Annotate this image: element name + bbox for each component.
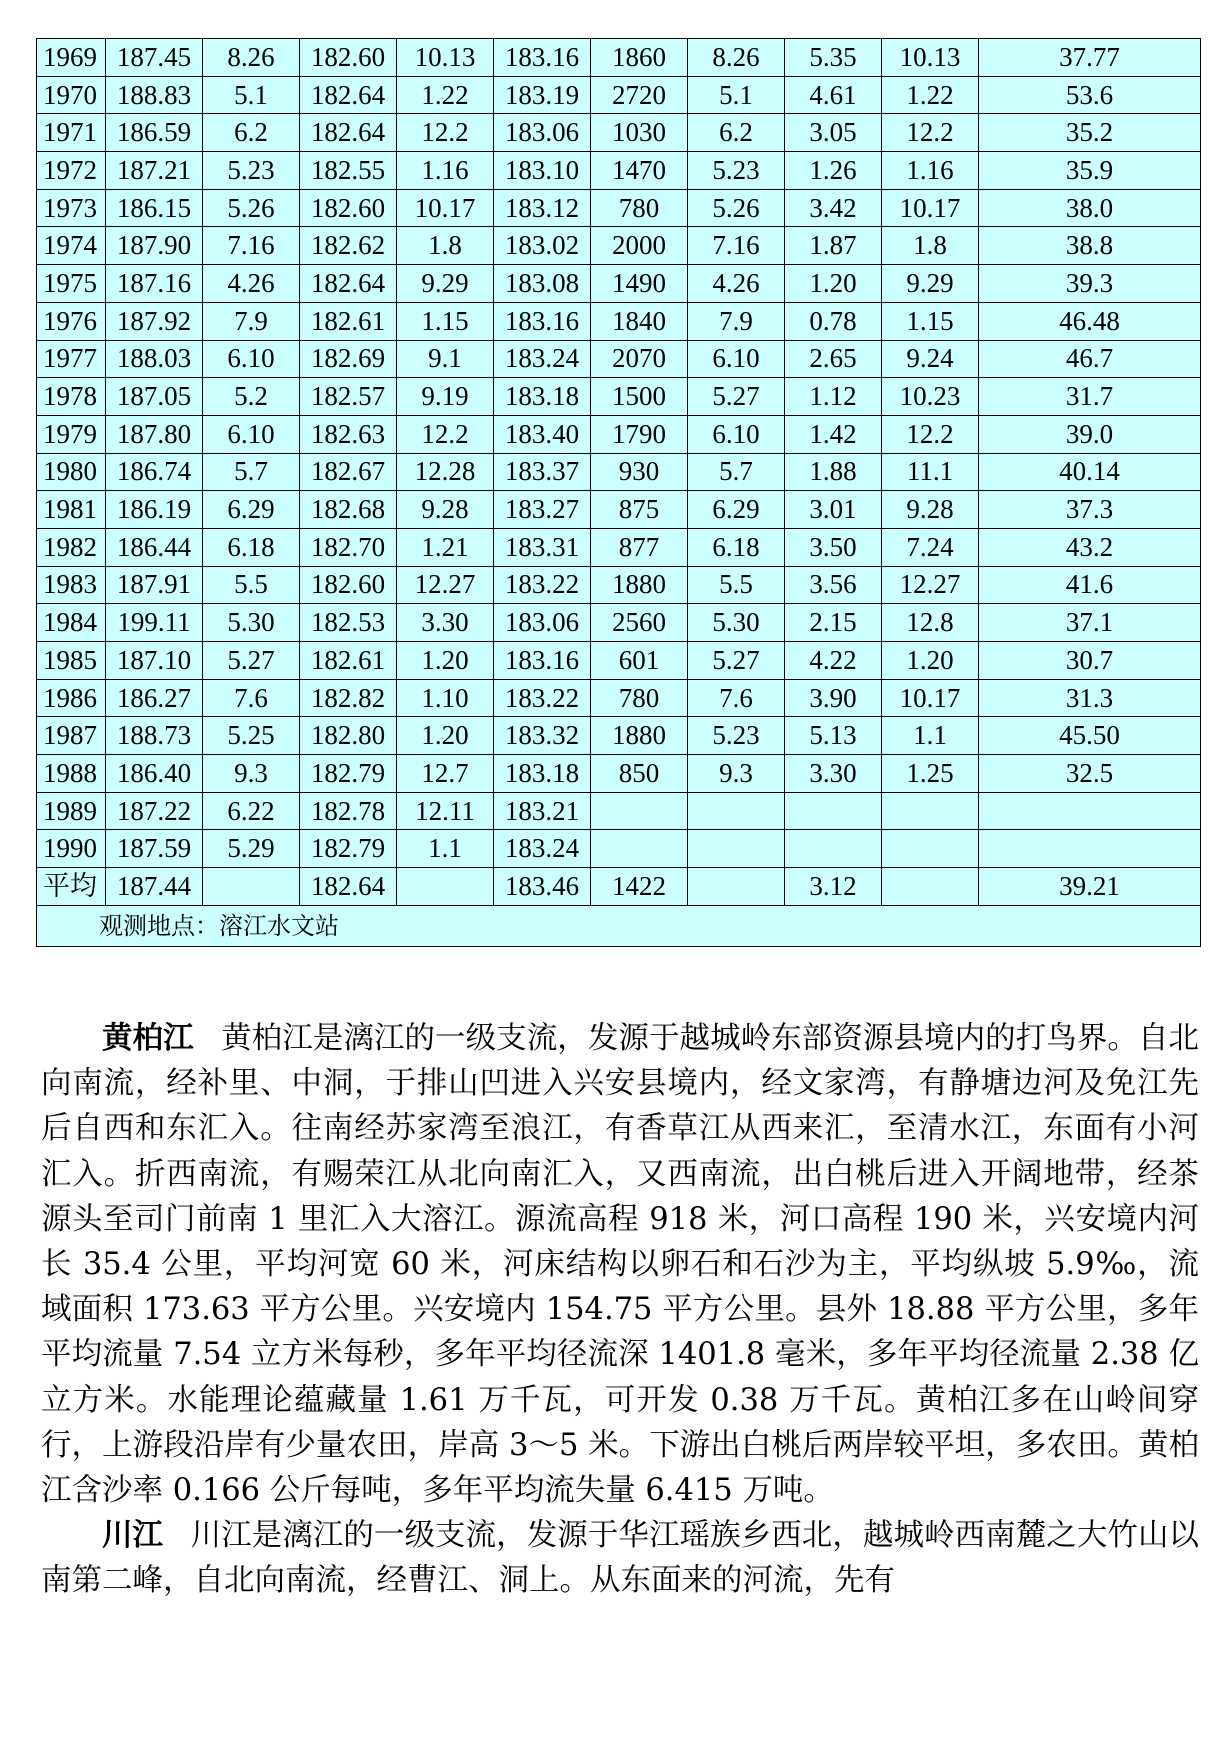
table-cell: 9.3: [688, 755, 785, 793]
table-cell: 187.45: [106, 39, 203, 77]
table-cell: 10.13: [397, 39, 494, 77]
table-cell: 186.27: [106, 679, 203, 717]
table-cell: 5.27: [688, 642, 785, 680]
table-cell: 4.26: [203, 265, 300, 303]
table-cell: 7.16: [203, 227, 300, 265]
table-cell: 1.20: [397, 717, 494, 755]
table-cell: 182.55: [300, 152, 397, 190]
table-cell: 187.44: [106, 868, 203, 906]
table-cell: 46.7: [979, 340, 1201, 378]
table-cell: 1.1: [882, 717, 979, 755]
table-cell: 5.26: [203, 189, 300, 227]
table-cell: 10.17: [882, 679, 979, 717]
table-cell: 39.3: [979, 265, 1201, 303]
table-cell: 9.1: [397, 340, 494, 378]
table-cell: 1.42: [785, 415, 882, 453]
table-cell: 4.26: [688, 265, 785, 303]
paragraph-chuanjiang: [41, 1513, 1199, 1603]
table-cell: 7.6: [203, 679, 300, 717]
table-cell: 601: [591, 642, 688, 680]
paragraph-text: 黄柏江是漓江的一级支流，发源于越城岭东部资源县境内的打鸟界。自北向南流，经补里、中洞，于排山凹进入兴安县境内，经文家湾，有静塘边河及免江先后自西和东汇入。往南经苏家湾至浪江，有香草江从西来汇，至清水江，东面有小河汇入。折西南流，有赐荣江从北向南汇入，又西南流，出白桃后进入开阔地带，经茶源头至司门前南 1 里汇入大溶江。源流高程 918 米，河口高程 190 米，兴安境内河长 35.4 公里，平均河宽 60 米，河床结构以卵石和石沙为主，平均纵坡 5.9‰，流域面积 173.63 平方公里。兴安境内 154.75 平方公里。县外 18.88 平方公里，多年平均流量 7.54 立方米每秒，多年平均径流深 1401.8 毫米，多年平均径流量 2.38 亿立方米。水能理论蕴藏量 1.61 万千瓦，可开发 0.38 万千瓦。黄柏江多在山岭间穿行，上游段沿岸有少量农田，岸高 3～5 米。下游出白桃后两岸较平坦，多农田。黄柏江含沙率 0.166 公斤每吨，多年平均流失量 6.415 万吨。: [41, 1021, 1200, 1509]
table-cell: 37.1: [979, 604, 1201, 642]
table-cell: 183.06: [494, 114, 591, 152]
table-cell: 7.6: [688, 679, 785, 717]
table-row: [37, 717, 1201, 755]
table-cell: 5.2: [203, 378, 300, 416]
table-cell: 6.10: [688, 340, 785, 378]
table-cell: 43.2: [979, 528, 1201, 566]
table-cell: 5.7: [203, 453, 300, 491]
table-cell: 5.23: [688, 152, 785, 190]
table-cell: 8.26: [688, 39, 785, 77]
table-cell: 182.64: [300, 114, 397, 152]
table-cell: [882, 868, 979, 906]
table-cell: 1.21: [397, 528, 494, 566]
table-cell: 182.64: [300, 265, 397, 303]
table-cell: 182.60: [300, 189, 397, 227]
row-label-cell: 1983: [37, 566, 106, 604]
table-cell: [882, 830, 979, 868]
row-label-cell: 1972: [37, 152, 106, 190]
table-cell: 183.16: [494, 302, 591, 340]
table-cell: 187.16: [106, 265, 203, 303]
table-cell: 1.15: [397, 302, 494, 340]
hydrology-data-table: [36, 38, 1201, 947]
table-cell: 7.9: [203, 302, 300, 340]
table-cell: 5.30: [688, 604, 785, 642]
table-cell: 183.18: [494, 378, 591, 416]
table-cell: 12.8: [882, 604, 979, 642]
table-row: [37, 566, 1201, 604]
table-cell: [591, 792, 688, 830]
table-cell: 187.10: [106, 642, 203, 680]
table-cell: 182.60: [300, 39, 397, 77]
table-row: [37, 378, 1201, 416]
table-note-row: [37, 905, 1201, 946]
table-cell: 10.13: [882, 39, 979, 77]
table-cell: 3.01: [785, 491, 882, 529]
table-cell: 12.27: [882, 566, 979, 604]
table-cell: 187.80: [106, 415, 203, 453]
table-cell: 183.12: [494, 189, 591, 227]
table-cell: 850: [591, 755, 688, 793]
table-cell: 5.23: [203, 152, 300, 190]
table-cell: 3.42: [785, 189, 882, 227]
table-cell: 183.32: [494, 717, 591, 755]
table-cell: 38.0: [979, 189, 1201, 227]
table-cell: 12.7: [397, 755, 494, 793]
table-cell: 6.18: [688, 528, 785, 566]
table-cell: 5.5: [688, 566, 785, 604]
row-label-cell: 平均: [37, 868, 106, 906]
table-cell: 9.19: [397, 378, 494, 416]
table-cell: 37.3: [979, 491, 1201, 529]
table-cell: 182.79: [300, 755, 397, 793]
table-cell: 183.10: [494, 152, 591, 190]
table-cell: [979, 792, 1201, 830]
table-cell: 1.25: [882, 755, 979, 793]
table-cell: 2.15: [785, 604, 882, 642]
table-cell: 12.2: [397, 415, 494, 453]
table-row: [37, 830, 1201, 868]
table-cell: 5.1: [203, 76, 300, 114]
table-row: [37, 39, 1201, 77]
table-cell: 39.21: [979, 868, 1201, 906]
table-cell: 183.16: [494, 642, 591, 680]
table-cell: 9.24: [882, 340, 979, 378]
table-cell: 9.29: [397, 265, 494, 303]
table-cell: 3.05: [785, 114, 882, 152]
row-label-cell: 1985: [37, 642, 106, 680]
table-cell: 10.23: [882, 378, 979, 416]
table-cell: 182.82: [300, 679, 397, 717]
table-cell: 6.29: [203, 491, 300, 529]
table-cell: 182.80: [300, 717, 397, 755]
table-cell: 1.15: [882, 302, 979, 340]
row-label-cell: 1976: [37, 302, 106, 340]
row-label-cell: 1975: [37, 265, 106, 303]
table-cell: 186.74: [106, 453, 203, 491]
row-label-cell: 1984: [37, 604, 106, 642]
table-cell: 6.10: [203, 340, 300, 378]
table-cell: 188.73: [106, 717, 203, 755]
table-row: [37, 491, 1201, 529]
row-label-cell: 1990: [37, 830, 106, 868]
table-cell: 35.2: [979, 114, 1201, 152]
table-cell: 183.21: [494, 792, 591, 830]
table-cell: 40.14: [979, 453, 1201, 491]
table-cell: 5.29: [203, 830, 300, 868]
table-row: [37, 642, 1201, 680]
table-cell: 187.21: [106, 152, 203, 190]
table-cell: 1.1: [397, 830, 494, 868]
table-cell: 187.59: [106, 830, 203, 868]
table-cell: 5.30: [203, 604, 300, 642]
table-cell: 3.30: [397, 604, 494, 642]
table-cell: 6.18: [203, 528, 300, 566]
table-cell: 10.17: [882, 189, 979, 227]
table-cell: 2070: [591, 340, 688, 378]
table-row: [37, 189, 1201, 227]
table-cell: 183.37: [494, 453, 591, 491]
table-cell: 186.19: [106, 491, 203, 529]
table-cell: 35.9: [979, 152, 1201, 190]
table-note: 观测地点：溶江水文站: [37, 905, 1201, 946]
table-cell: 186.15: [106, 189, 203, 227]
table-cell: 187.90: [106, 227, 203, 265]
table-cell: 187.91: [106, 566, 203, 604]
table-cell: 30.7: [979, 642, 1201, 680]
table-cell: 1.12: [785, 378, 882, 416]
table-cell: 1.22: [397, 76, 494, 114]
table-cell: 1880: [591, 566, 688, 604]
table-cell: 5.23: [688, 717, 785, 755]
table-cell: 32.5: [979, 755, 1201, 793]
table-cell: 1500: [591, 378, 688, 416]
table-cell: 5.27: [688, 378, 785, 416]
row-label-cell: 1980: [37, 453, 106, 491]
table-cell: 1.16: [397, 152, 494, 190]
row-label-cell: 1978: [37, 378, 106, 416]
row-label-cell: 1989: [37, 792, 106, 830]
row-label-cell: 1986: [37, 679, 106, 717]
table-cell: 187.92: [106, 302, 203, 340]
table-cell: 182.62: [300, 227, 397, 265]
table-cell: 7.24: [882, 528, 979, 566]
row-label-cell: 1987: [37, 717, 106, 755]
table-cell: 183.27: [494, 491, 591, 529]
table-cell: 183.22: [494, 566, 591, 604]
table-cell: 12.11: [397, 792, 494, 830]
table-cell: 46.48: [979, 302, 1201, 340]
table-row: [37, 152, 1201, 190]
paragraph-term: 黄柏江: [102, 1020, 194, 1056]
table-cell: 188.83: [106, 76, 203, 114]
table-cell: 9.29: [882, 265, 979, 303]
table-cell: 9.28: [882, 491, 979, 529]
table-cell: 1.10: [397, 679, 494, 717]
table-cell: 2560: [591, 604, 688, 642]
table-cell: 183.46: [494, 868, 591, 906]
table-row: [37, 453, 1201, 491]
table-cell: 187.05: [106, 378, 203, 416]
table-cell: [785, 830, 882, 868]
table-row: [37, 114, 1201, 152]
table-cell: 183.40: [494, 415, 591, 453]
table-cell: 186.59: [106, 114, 203, 152]
table-row: [37, 679, 1201, 717]
table-cell: 41.6: [979, 566, 1201, 604]
paragraph-huangbaijiang: [41, 1016, 1199, 1513]
table-cell: [979, 830, 1201, 868]
table-cell: [688, 792, 785, 830]
table-cell: 5.27: [203, 642, 300, 680]
table-cell: 1790: [591, 415, 688, 453]
table-cell: [688, 868, 785, 906]
table-row: [37, 265, 1201, 303]
table-cell: [882, 792, 979, 830]
table-cell: 3.30: [785, 755, 882, 793]
table-cell: 182.63: [300, 415, 397, 453]
table-cell: 6.10: [688, 415, 785, 453]
table-cell: 1.87: [785, 227, 882, 265]
paragraph-text: 川江是漓江的一级支流，发源于华江瑶族乡西北，越城岭西南麓之大竹山以南第二峰，自北向南流，经曹江、洞上。从东面来的河流，先有: [41, 1518, 1200, 1599]
table-cell: [203, 868, 300, 906]
row-label-cell: 1988: [37, 755, 106, 793]
row-label-cell: 1970: [37, 76, 106, 114]
table-cell: [397, 868, 494, 906]
table-cell: 1.8: [882, 227, 979, 265]
table-cell: 875: [591, 491, 688, 529]
table-cell: 780: [591, 679, 688, 717]
table-cell: 4.61: [785, 76, 882, 114]
table-cell: 199.11: [106, 604, 203, 642]
table-cell: 182.69: [300, 340, 397, 378]
row-label-cell: 1979: [37, 415, 106, 453]
table-cell: 12.2: [882, 415, 979, 453]
table-cell: 6.22: [203, 792, 300, 830]
table-cell: 3.12: [785, 868, 882, 906]
table-cell: 186.44: [106, 528, 203, 566]
row-label-cell: 1982: [37, 528, 106, 566]
table-cell: 38.8: [979, 227, 1201, 265]
table-cell: 2.65: [785, 340, 882, 378]
table-cell: 182.78: [300, 792, 397, 830]
table-cell: 182.57: [300, 378, 397, 416]
table-cell: 12.2: [882, 114, 979, 152]
table-cell: 183.16: [494, 39, 591, 77]
table-cell: 188.03: [106, 340, 203, 378]
table-cell: 1880: [591, 717, 688, 755]
table-body: [37, 39, 1201, 947]
table-cell: 183.24: [494, 340, 591, 378]
table-row: [37, 792, 1201, 830]
table-cell: 1840: [591, 302, 688, 340]
table-cell: 12.27: [397, 566, 494, 604]
table-cell: 12.2: [397, 114, 494, 152]
table-cell: 37.77: [979, 39, 1201, 77]
table-cell: 3.56: [785, 566, 882, 604]
table-cell: 1.20: [785, 265, 882, 303]
table-cell: 6.2: [688, 114, 785, 152]
table-cell: 2720: [591, 76, 688, 114]
table-cell: 9.28: [397, 491, 494, 529]
table-cell: 39.0: [979, 415, 1201, 453]
table-cell: 930: [591, 453, 688, 491]
table-cell: 187.22: [106, 792, 203, 830]
table-cell: 182.70: [300, 528, 397, 566]
table-cell: 11.1: [882, 453, 979, 491]
table-cell: 877: [591, 528, 688, 566]
table-cell: 7.9: [688, 302, 785, 340]
row-label-cell: 1981: [37, 491, 106, 529]
table-cell: 1030: [591, 114, 688, 152]
table-cell: 0.78: [785, 302, 882, 340]
table-cell: 5.1: [688, 76, 785, 114]
table-row: [37, 868, 1201, 906]
table-cell: 183.06: [494, 604, 591, 642]
table-cell: 183.19: [494, 76, 591, 114]
table-cell: 2000: [591, 227, 688, 265]
table-cell: 182.79: [300, 830, 397, 868]
table-cell: 5.25: [203, 717, 300, 755]
table-cell: 182.53: [300, 604, 397, 642]
table-cell: 12.28: [397, 453, 494, 491]
table-cell: 182.68: [300, 491, 397, 529]
table-cell: 183.08: [494, 265, 591, 303]
table-cell: 182.64: [300, 868, 397, 906]
row-label-cell: 1973: [37, 189, 106, 227]
row-label-cell: 1977: [37, 340, 106, 378]
table-cell: 1.8: [397, 227, 494, 265]
table-cell: 31.7: [979, 378, 1201, 416]
table-row: [37, 415, 1201, 453]
table-cell: 183.02: [494, 227, 591, 265]
table-row: [37, 227, 1201, 265]
table-cell: 1.26: [785, 152, 882, 190]
table-cell: 6.2: [203, 114, 300, 152]
body-text: [41, 1016, 1199, 1604]
table-cell: 186.40: [106, 755, 203, 793]
table-cell: 183.22: [494, 679, 591, 717]
table-cell: 1860: [591, 39, 688, 77]
table-cell: 1.22: [882, 76, 979, 114]
table-cell: 182.61: [300, 302, 397, 340]
table-cell: 7.16: [688, 227, 785, 265]
table-row: [37, 76, 1201, 114]
table-cell: [688, 830, 785, 868]
table-row: [37, 340, 1201, 378]
table-row: [37, 302, 1201, 340]
table-cell: 1422: [591, 868, 688, 906]
table-cell: 45.50: [979, 717, 1201, 755]
table-cell: 1490: [591, 265, 688, 303]
table-cell: 6.10: [203, 415, 300, 453]
table-cell: 183.18: [494, 755, 591, 793]
table-cell: 5.5: [203, 566, 300, 604]
table-cell: 5.7: [688, 453, 785, 491]
table-cell: [591, 830, 688, 868]
table-cell: 182.60: [300, 566, 397, 604]
table-cell: 780: [591, 189, 688, 227]
table-cell: 3.50: [785, 528, 882, 566]
row-label-cell: 1974: [37, 227, 106, 265]
table-cell: 1.88: [785, 453, 882, 491]
table-cell: 8.26: [203, 39, 300, 77]
table-cell: 1.16: [882, 152, 979, 190]
table-cell: 31.3: [979, 679, 1201, 717]
table-cell: 182.64: [300, 76, 397, 114]
table-cell: 5.26: [688, 189, 785, 227]
table-cell: 3.90: [785, 679, 882, 717]
table-cell: 9.3: [203, 755, 300, 793]
table-row: [37, 604, 1201, 642]
table-cell: 183.24: [494, 830, 591, 868]
table-cell: 10.17: [397, 189, 494, 227]
table-row: [37, 528, 1201, 566]
table-cell: 183.31: [494, 528, 591, 566]
table-cell: 6.29: [688, 491, 785, 529]
table-cell: 182.67: [300, 453, 397, 491]
paragraph-term: 川江: [102, 1517, 164, 1554]
table-cell: 5.13: [785, 717, 882, 755]
table-cell: 4.22: [785, 642, 882, 680]
table-cell: 1.20: [397, 642, 494, 680]
row-label-cell: 1971: [37, 114, 106, 152]
table-cell: 182.61: [300, 642, 397, 680]
table-cell: 5.35: [785, 39, 882, 77]
table-cell: 1.20: [882, 642, 979, 680]
row-label-cell: 1969: [37, 39, 106, 77]
table-cell: 1470: [591, 152, 688, 190]
table-cell: 53.6: [979, 76, 1201, 114]
table-cell: [785, 792, 882, 830]
table-row: [37, 755, 1201, 793]
